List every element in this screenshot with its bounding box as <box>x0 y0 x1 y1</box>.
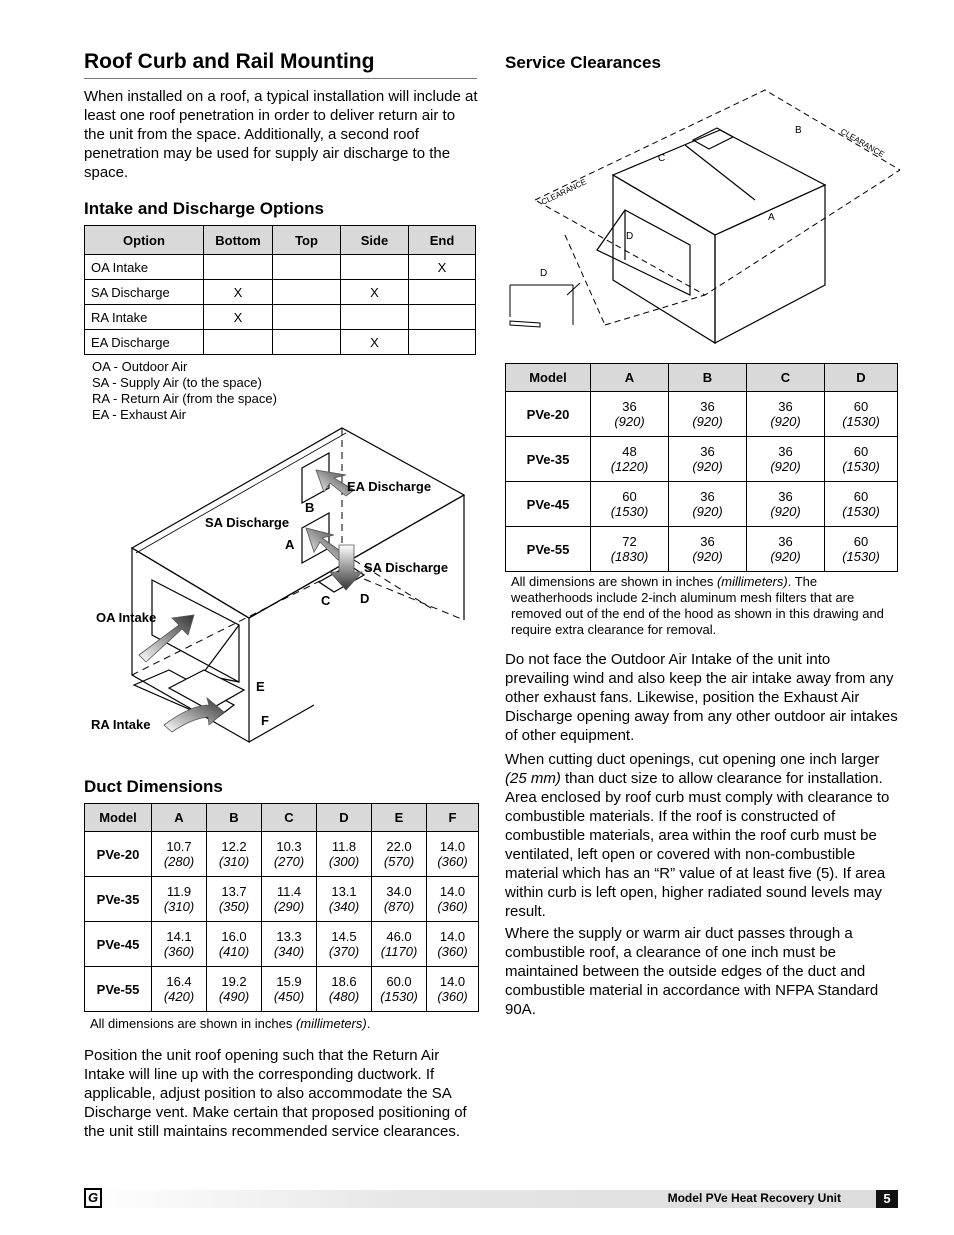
label-d-inner: D <box>626 231 634 242</box>
company-logo-icon: G <box>84 1188 102 1208</box>
page-number: 5 <box>876 1190 898 1208</box>
table-cell <box>591 527 669 572</box>
unit-curb-diagram <box>84 420 479 750</box>
label-sa-discharge-bottom: SA Discharge <box>364 560 449 575</box>
value-mm: (1830) <box>610 549 649 564</box>
value-mm: (1530) <box>842 504 880 519</box>
value-mm: (920) <box>692 549 723 564</box>
value-mm: (1530) <box>610 504 649 519</box>
value-mm: (920) <box>692 459 723 474</box>
table-cell <box>207 967 262 1012</box>
table-cell <box>747 527 825 572</box>
value-in: 16.4 <box>166 974 192 989</box>
table-header: Model <box>506 364 591 392</box>
table-cell <box>152 832 207 877</box>
value-mm: (490) <box>218 989 250 1004</box>
table-row <box>85 280 476 305</box>
position-paragraph: Position the unit roof opening such that the Return Air Intake will line up with the corresponding ductwork. If applicable, adjust position to also accommodate the SA Discharge vent. Make certain that proposed positioning of the unit still maintains recommended service clearances. <box>84 1047 467 1140</box>
label-ea-discharge: EA Discharge <box>347 479 432 494</box>
value-in: 36 <box>700 534 715 549</box>
value-mm: (350) <box>218 899 250 914</box>
table-cell <box>427 922 479 967</box>
table-cell-model: PVe-45 <box>85 922 152 967</box>
value-mm: (450) <box>273 989 305 1004</box>
table-cell <box>204 330 273 355</box>
table-header: B <box>669 364 747 392</box>
table-cell <box>341 305 409 330</box>
table-row <box>506 437 898 482</box>
value-mm: (920) <box>770 459 801 474</box>
table-header: F <box>427 804 479 832</box>
label-clearance-left: CLEARANCE <box>539 177 588 207</box>
table-header: Bottom <box>204 226 273 255</box>
table-row <box>506 527 898 572</box>
duct-dimensions-heading: Duct Dimensions <box>84 777 223 796</box>
table-cell: X <box>341 280 409 305</box>
value-mm: (370) <box>328 944 360 959</box>
value-mm: (870) <box>383 899 415 914</box>
table-cell <box>317 922 372 967</box>
value-mm: (360) <box>437 899 468 914</box>
table-cell-model: PVe-55 <box>506 527 591 572</box>
value-in: 18.6 <box>331 974 357 989</box>
table-header: B <box>207 804 262 832</box>
value-mm: (1530) <box>842 459 880 474</box>
intro-paragraph: When installed on a roof, a typical installation will include at least one roof penetration in order to deliver return air to the unit from the space. Additionally, a second roof penetration may be used for supply air discharge to the space. <box>84 88 478 181</box>
table-cell <box>262 967 317 1012</box>
intake-options-table <box>84 225 476 355</box>
table-cell: X <box>341 330 409 355</box>
label-e: E <box>256 679 265 694</box>
legend-item: EA - Exhaust Air <box>92 407 186 422</box>
table-cell <box>152 877 207 922</box>
table-row <box>85 967 479 1012</box>
value-mm: (420) <box>163 989 195 1004</box>
table-cell <box>207 877 262 922</box>
service-clearance-diagram <box>505 85 900 350</box>
value-mm: (300) <box>328 854 360 869</box>
legend-item: OA - Outdoor Air <box>92 359 188 374</box>
value-in: 60 <box>853 489 869 504</box>
table-cell <box>409 305 476 330</box>
value-in: 36 <box>778 489 793 504</box>
table-cell <box>669 482 747 527</box>
value-mm: (310) <box>218 854 250 869</box>
combustible-roof-paragraph: Where the supply or warm air duct passes through a combustible roof, a clearance of one inch must be maintained between the outside edges of the duct and combustible material in accordance with NFPA Standard 90A. <box>505 925 879 1018</box>
table-cell <box>207 832 262 877</box>
table-row <box>85 330 476 355</box>
value-mm: (360) <box>437 854 468 869</box>
label-d: D <box>360 591 370 606</box>
label-b: B <box>305 500 315 515</box>
table-header: Side <box>341 226 409 255</box>
table-cell: EA Discharge <box>85 330 204 355</box>
table-header: End <box>409 226 476 255</box>
table-cell <box>372 832 427 877</box>
value-in: 11.8 <box>331 839 357 854</box>
value-mm: (1530) <box>842 414 880 429</box>
table-cell <box>669 527 747 572</box>
table-header: D <box>317 804 372 832</box>
value-mm: (340) <box>328 899 360 914</box>
table-cell <box>273 280 341 305</box>
label-oa-intake: OA Intake <box>96 610 157 625</box>
table-header: A <box>591 364 669 392</box>
table-cell: RA Intake <box>85 305 204 330</box>
table-cell <box>317 967 372 1012</box>
table-cell <box>152 922 207 967</box>
value-in: 16.0 <box>221 929 247 944</box>
label-d-outer: D <box>540 268 548 279</box>
value-mm: (1170) <box>380 944 418 959</box>
table-cell <box>273 255 341 280</box>
table-cell <box>372 967 427 1012</box>
duct-openings-paragraph: When cutting duct openings, cut opening one inch larger (25 mm) than duct size to allow clearance for installation. Area enclosed by roof curb must comply with clearance to combustible materials. If the roof is constructed of combustible materials, area within the roof curb must be ventilated, left open or covered with non-combustible material which has an “R” value of at least five (5). If area within curb is left open, higher radiated sound levels may result. <box>505 751 890 920</box>
value-in: 13.3 <box>276 929 302 944</box>
value-mm: (1530) <box>380 989 418 1004</box>
value-in: 14.0 <box>439 974 466 989</box>
value-mm: (920) <box>770 414 801 429</box>
value-in: 11.4 <box>276 884 302 899</box>
table-cell-model: PVe-45 <box>506 482 591 527</box>
value-in: 14.0 <box>439 884 466 899</box>
table-row <box>85 832 479 877</box>
table-cell <box>207 922 262 967</box>
clearance-table-note: All dimensions are shown in inches (millimeters). The weatherhoods include 2-inch aluminum mesh filters that are removed out of the end of the hood as shown in this drawing and require extra clearance for removal. <box>511 574 884 637</box>
label-f: F <box>261 713 269 728</box>
table-cell: OA Intake <box>85 255 204 280</box>
value-in: 60 <box>622 489 637 504</box>
label-ra-intake: RA Intake <box>91 717 151 732</box>
table-header: Model <box>85 804 152 832</box>
label-c: C <box>658 153 666 164</box>
label-clearance-right: CLEARANCE <box>839 126 886 160</box>
table-cell <box>152 967 207 1012</box>
page-title: Roof Curb and Rail Mounting <box>84 50 477 79</box>
label-a: A <box>768 212 775 223</box>
table-cell-model: PVe-20 <box>85 832 152 877</box>
value-in: 14.1 <box>166 929 192 944</box>
value-in: 12.2 <box>221 839 247 854</box>
table-row <box>85 305 476 330</box>
intake-options-heading: Intake and Discharge Options <box>84 199 324 218</box>
value-in: 36 <box>622 399 637 414</box>
value-mm: (410) <box>218 944 250 959</box>
value-in: 13.7 <box>221 884 247 899</box>
table-cell <box>825 527 898 572</box>
table-cell <box>669 437 747 482</box>
value-mm: (480) <box>328 989 360 1004</box>
value-in: 36 <box>700 399 715 414</box>
table-cell <box>262 877 317 922</box>
table-cell <box>427 877 479 922</box>
table-cell <box>262 832 317 877</box>
table-header: Top <box>273 226 341 255</box>
table-header: D <box>825 364 898 392</box>
value-mm: (360) <box>437 989 468 1004</box>
label-c: C <box>321 593 331 608</box>
table-cell-model: PVe-35 <box>506 437 591 482</box>
table-cell <box>427 967 479 1012</box>
value-in: 10.3 <box>276 839 302 854</box>
value-in: 36 <box>778 444 793 459</box>
table-row <box>85 922 479 967</box>
value-mm: (920) <box>770 504 801 519</box>
value-in: 11.9 <box>166 884 192 899</box>
table-cell <box>591 392 669 437</box>
table-header: Option <box>85 226 204 255</box>
value-mm: (340) <box>273 944 305 959</box>
value-mm: (920) <box>614 414 645 429</box>
duct-dimensions-table <box>84 803 479 1012</box>
table-cell <box>591 437 669 482</box>
value-mm: (920) <box>692 414 723 429</box>
table-cell <box>317 832 372 877</box>
table-cell <box>262 922 317 967</box>
value-mm: (1530) <box>842 549 880 564</box>
value-in: 22.0 <box>386 839 412 854</box>
table-cell-model: PVe-20 <box>506 392 591 437</box>
abbreviation-legend <box>92 359 277 423</box>
table-cell <box>825 437 898 482</box>
value-in: 60.0 <box>386 974 412 989</box>
value-mm: (360) <box>163 944 195 959</box>
value-in: 48 <box>622 444 637 459</box>
label-a: A <box>285 537 295 552</box>
table-header: C <box>747 364 825 392</box>
table-row <box>506 392 898 437</box>
wind-paragraph: Do not face the Outdoor Air Intake of the unit into prevailing wind and also keep the air intake away from any other exhaust fans. Likewise, position the Exhaust Air Discharge opening away from any other outdoor air intakes of other equipment. <box>505 651 898 744</box>
footer-document-title: Model PVe Heat Recovery Unit <box>667 1191 841 1205</box>
table-cell <box>825 392 898 437</box>
table-cell <box>747 392 825 437</box>
legend-item: RA - Return Air (from the space) <box>92 391 277 406</box>
table-row <box>85 877 479 922</box>
label-sa-discharge-side: SA Discharge <box>205 515 290 530</box>
value-mm: (570) <box>383 854 415 869</box>
table-cell <box>747 482 825 527</box>
value-in: 36 <box>700 489 715 504</box>
value-in: 60 <box>853 444 869 459</box>
value-in: 14.0 <box>439 839 466 854</box>
table-cell <box>273 330 341 355</box>
value-in: 34.0 <box>386 884 412 899</box>
table-row <box>506 482 898 527</box>
table-cell <box>409 330 476 355</box>
duct-table-note: All dimensions are shown in inches (millimeters). <box>90 1016 371 1031</box>
label-b: B <box>795 125 802 136</box>
table-header: C <box>262 804 317 832</box>
table-cell <box>372 877 427 922</box>
value-mm: (270) <box>273 854 305 869</box>
table-cell <box>204 255 273 280</box>
value-in: 13.1 <box>331 884 357 899</box>
value-mm: (290) <box>273 899 305 914</box>
table-cell-model: PVe-35 <box>85 877 152 922</box>
table-cell <box>427 832 479 877</box>
table-cell-model: PVe-55 <box>85 967 152 1012</box>
value-in: 36 <box>778 399 793 414</box>
legend-item: SA - Supply Air (to the space) <box>92 375 262 390</box>
table-cell: SA Discharge <box>85 280 204 305</box>
value-in: 36 <box>778 534 793 549</box>
table-cell <box>409 280 476 305</box>
value-mm: (360) <box>437 944 468 959</box>
table-header: E <box>372 804 427 832</box>
value-in: 14.5 <box>331 929 357 944</box>
table-cell <box>747 437 825 482</box>
service-clearances-heading: Service Clearances <box>505 53 661 72</box>
table-header: A <box>152 804 207 832</box>
value-in: 60 <box>853 534 869 549</box>
value-mm: (280) <box>163 854 195 869</box>
value-in: 14.0 <box>439 929 466 944</box>
table-cell <box>341 255 409 280</box>
value-mm: (310) <box>163 899 195 914</box>
value-mm: (920) <box>692 504 723 519</box>
table-cell <box>591 482 669 527</box>
table-cell: X <box>204 280 273 305</box>
table-cell <box>273 305 341 330</box>
table-cell: X <box>204 305 273 330</box>
value-in: 46.0 <box>386 929 412 944</box>
table-cell <box>669 392 747 437</box>
value-mm: (1220) <box>610 459 649 474</box>
table-cell <box>825 482 898 527</box>
value-in: 36 <box>700 444 715 459</box>
table-row <box>85 255 476 280</box>
table-cell <box>372 922 427 967</box>
value-mm: (920) <box>770 549 801 564</box>
value-in: 10.7 <box>166 839 192 854</box>
table-cell: X <box>409 255 476 280</box>
table-cell <box>317 877 372 922</box>
service-clearances-table <box>505 363 898 572</box>
value-in: 15.9 <box>276 974 302 989</box>
value-in: 60 <box>853 399 869 414</box>
value-in: 19.2 <box>221 974 247 989</box>
value-in: 72 <box>622 534 637 549</box>
